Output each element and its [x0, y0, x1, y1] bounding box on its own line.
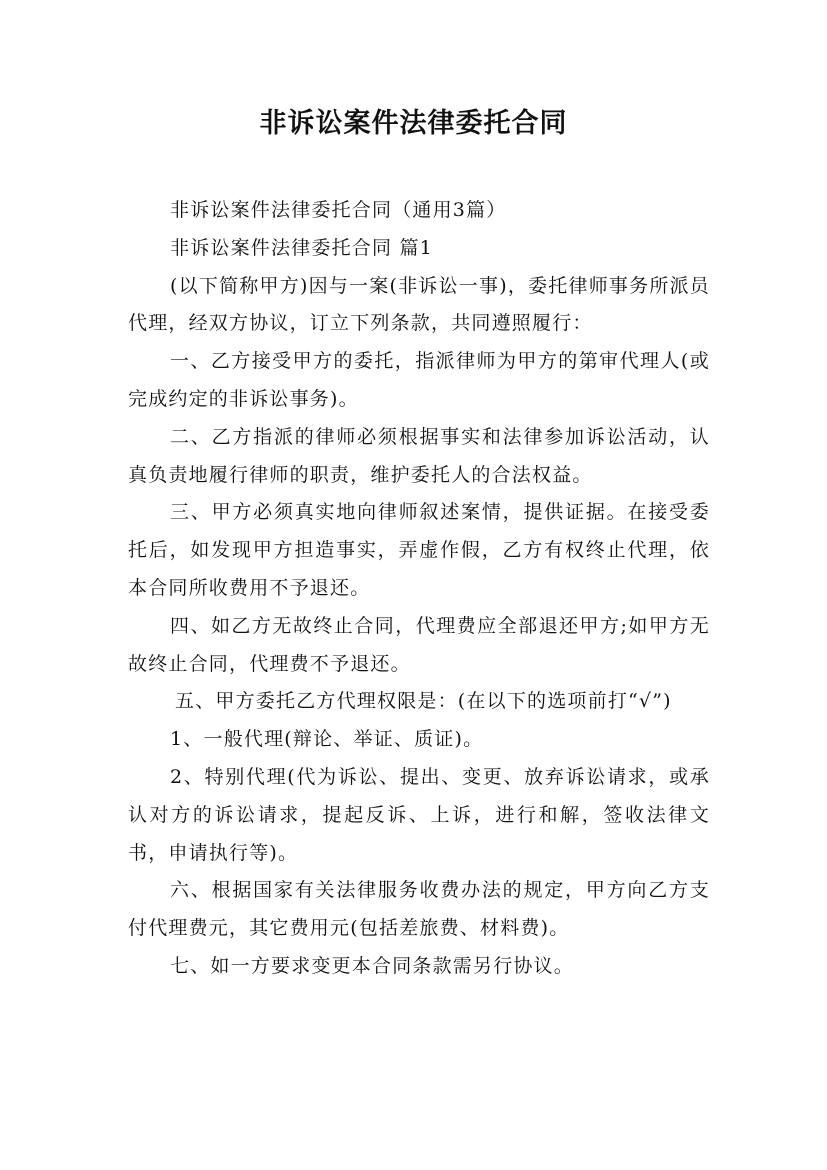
paragraph-subtitle: 非诉讼案件法律委托合同（通用3篇）	[170, 199, 507, 221]
paragraph-clause-2: 二、乙方指派的律师必须根据事实和法律参加诉讼活动，认真负责地履行律师的职责，维护委托人的合法权益。	[128, 425, 710, 486]
paragraph-clause-6: 六、根据国家有关法律服务收费办法的规定，甲方向乙方支付代理费元，其它费用元(包括差旅费、材料费)。	[128, 879, 710, 940]
paragraph-clause-5: 五、甲方委托乙方代理权限是：(在以下的选项前打“√”)	[175, 690, 672, 713]
paragraph-clause-4: 四、如乙方无故终止合同，代理费应全部退还甲方;如甲方无故终止合同，代理费不予退还。	[128, 614, 710, 675]
paragraph-clause-7: 七、如一方要求变更本合同条款需另行协议。	[170, 954, 575, 977]
paragraph-option-special: 2、特别代理(代为诉讼、提出、变更、放弃诉讼请求，或承认对方的诉讼请求，提起反诉、上诉，进行和解，签收法律文书，申请执行等)。	[128, 765, 710, 864]
paragraph-part-heading: 非诉讼案件法律委托合同 篇1	[170, 236, 433, 259]
document-title: 非诉讼案件法律委托合同	[259, 108, 568, 139]
paragraph-option-general: 1、一般代理(辩论、举证、质证)。	[170, 728, 484, 751]
paragraph-clause-1: 一、乙方接受甲方的委托，指派律师为甲方的第审代理人(或完成约定的非诉讼事务)。	[128, 350, 710, 410]
document-body	[128, 192, 710, 986]
paragraph-preamble: (以下简称甲方)因与一案(非诉讼一事)，委托律师事务所派员代理，经双方协议，订立下列条款，共同遵照履行：	[128, 274, 710, 335]
paragraph-clause-3: 三、甲方必须真实地向律师叙述案情，提供证据。在接受委托后，如发现甲方担造事实，弄虚作假，乙方有权终止代理，依本合同所收费用不予退还。	[128, 501, 710, 599]
